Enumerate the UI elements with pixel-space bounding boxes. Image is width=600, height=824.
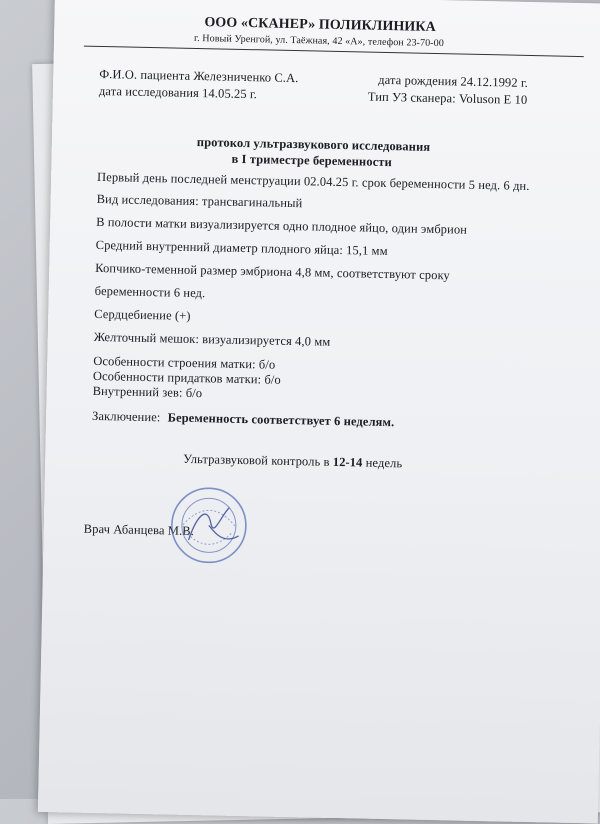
header-divider: [84, 46, 584, 57]
crl-line-1: Копчико-теменной размер эмбриона 4,8 мм, соответствуют сроку: [95, 260, 451, 283]
protocol-subtitle: в I триместре беременности: [231, 151, 393, 170]
scanner-type: Тип УЗ сканера: Voluson E 10: [367, 89, 528, 107]
exam-type: Вид исследования: трансвагинальный: [96, 191, 303, 211]
yolk-sac: Желточный мешок: визуализируется 4,0 мм: [93, 329, 331, 349]
sac-diameter: Средний внутренний диаметр плодного яйца: 15,1 мм: [95, 237, 388, 259]
clinic-stamp-icon: [168, 485, 250, 567]
conclusion-label: Заключение:: [91, 408, 161, 425]
followup-weeks: 12-14: [332, 454, 363, 470]
followup: [183, 452, 402, 472]
patient-name: Ф.И.О. пациента Железниченко С.А.: [99, 66, 299, 86]
document-page: [38, 0, 600, 824]
conclusion-text: Беременность соответствует 6 неделям.: [167, 410, 395, 430]
followup-prefix: Ультразвуковой контроль в: [183, 451, 333, 469]
lmp-line: Первый день последней менструации 02.04.25 г. срок беременности 5 нед. 6 дн.: [96, 169, 530, 193]
clinic-name: ООО «СКАНЕР» ПОЛИКЛИНИКА: [204, 15, 436, 35]
conclusion: [92, 409, 395, 430]
crl-line-2: беременности 6 нед.: [94, 283, 206, 301]
adnexa-features: Особенности придатков матки: б/о: [92, 368, 281, 387]
uterus-features: Особенности строения матки: б/о: [93, 353, 276, 372]
internal-os: Внутренний зев: б/о: [92, 383, 203, 401]
heartbeat: Сердцебиение (+): [94, 306, 191, 323]
exam-date: дата исследования 14.05.25 г.: [98, 83, 258, 102]
doctor-signature-line: Врач Абанцева М.В.: [83, 521, 195, 539]
cavity-finding: В полости матки визуализируется одно плодное яйцо, один эмбрион: [96, 214, 468, 237]
protocol-title: протокол ультразвукового исследования: [196, 135, 431, 154]
clinic-address: г. Новый Уренгой, ул. Таёжная, 42 «А», телефон 23-70-00: [193, 32, 444, 50]
birth-date: дата рождения 24.12.1992 г.: [378, 72, 529, 90]
followup-suffix: недель: [362, 455, 403, 471]
